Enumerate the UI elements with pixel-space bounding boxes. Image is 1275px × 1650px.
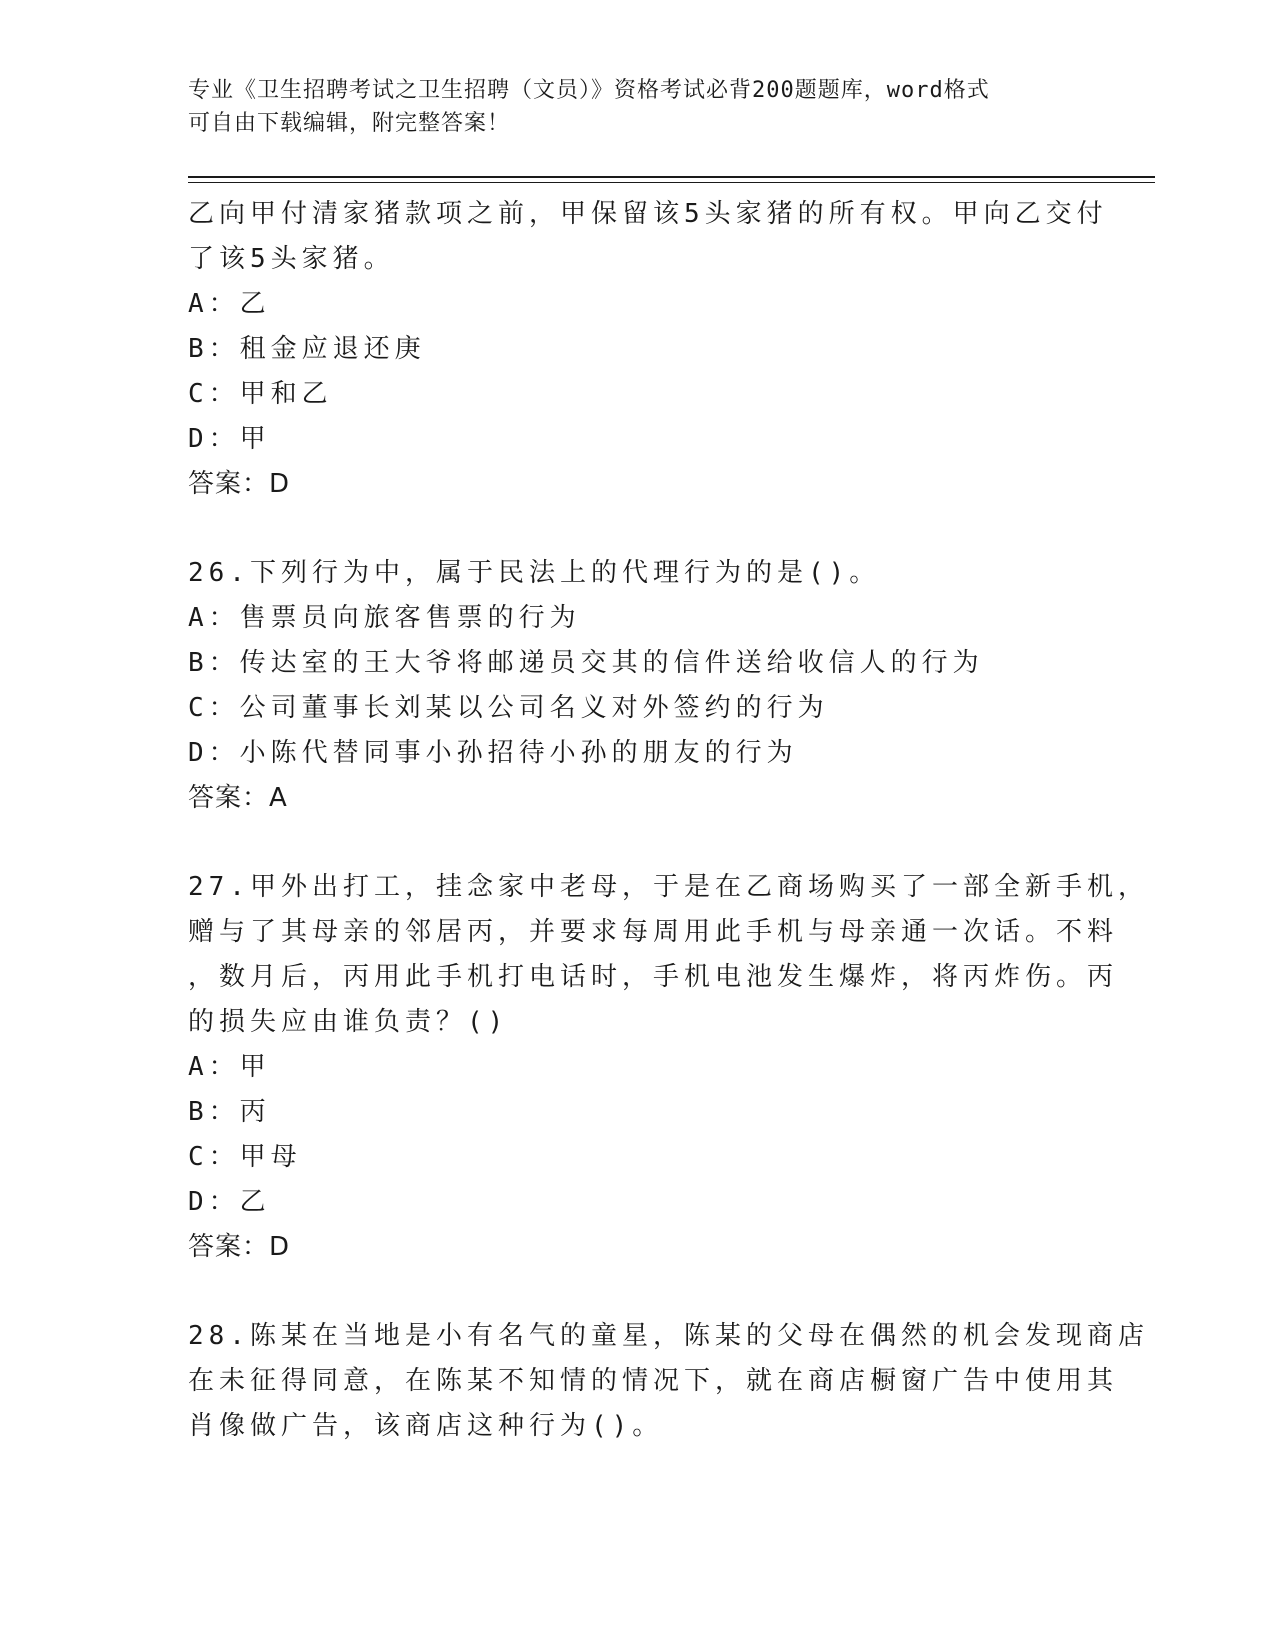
spacer [188,821,1088,865]
spacer [188,507,1088,551]
spacer [188,1270,1088,1314]
option-a: A：甲 [188,1052,271,1082]
option-a: A：售票员向旅客售票的行为 [188,603,581,633]
question-stem-line: 在未征得同意，在陈某不知情的情况下，就在商店橱窗广告中使用其 [188,1366,1119,1396]
option-c: C：公司董事长刘某以公司名义对外签约的行为 [188,693,829,723]
option-c: C：甲和乙 [188,379,333,409]
answer-line: 答案：A [188,783,288,813]
option-a: A：乙 [188,289,271,319]
option-b: B：传达室的王大爷将邮递员交其的信件送给收信人的行为 [188,648,984,678]
option-c: C：甲母 [188,1142,302,1172]
header-line-2: 可自由下载编辑，附完整答案！ [188,111,511,136]
question-stem-line: 了该5头家猪。 [188,244,395,274]
option-b: B：丙 [188,1097,271,1127]
question-stem-line: ，数月后，丙用此手机打电话时，手机电池发生爆炸，将丙炸伤。丙 [188,962,1119,992]
question-stem-line: 的损失应由谁负责？() [188,1007,509,1037]
document-body [188,192,1149,1449]
header-line-1: 专业《卫生招聘考试之卫生招聘（文员）》资格考试必背200题题库，word格式 [188,78,990,103]
question-28 [188,1314,1149,1449]
question-stem-line: 乙向甲付清家猪款项之前，甲保留该5头家猪的所有权。甲向乙交付 [188,199,1108,229]
option-d: D：小陈代替同事小孙招待小孙的朋友的行为 [188,738,798,768]
question-stem-line: 肖像做广告，该商店这种行为()。 [188,1411,664,1441]
question-27 [188,865,1149,1270]
question-stem-line: 28.陈某在当地是小有名气的童星，陈某的父母在偶然的机会发现商店 [188,1321,1149,1351]
header-divider-thin [188,182,1155,183]
question-25 [188,192,1108,507]
question-26 [188,551,1088,821]
answer-line: 答案：D [188,469,291,499]
answer-line: 答案：D [188,1232,291,1262]
option-d: D：乙 [188,1187,271,1217]
question-stem-line: 27.甲外出打工，挂念家中老母，于是在乙商场购买了一部全新手机， [188,872,1149,902]
question-stem-line: 26.下列行为中，属于民法上的代理行为的是()。 [188,558,881,588]
document-header [188,74,1088,140]
option-b: B：租金应退还庚 [188,334,426,364]
question-stem-line: 赠与了其母亲的邻居丙，并要求每周用此手机与母亲通一次话。不料 [188,917,1119,947]
option-d: D：甲 [188,424,271,454]
header-divider-thick [188,176,1155,178]
